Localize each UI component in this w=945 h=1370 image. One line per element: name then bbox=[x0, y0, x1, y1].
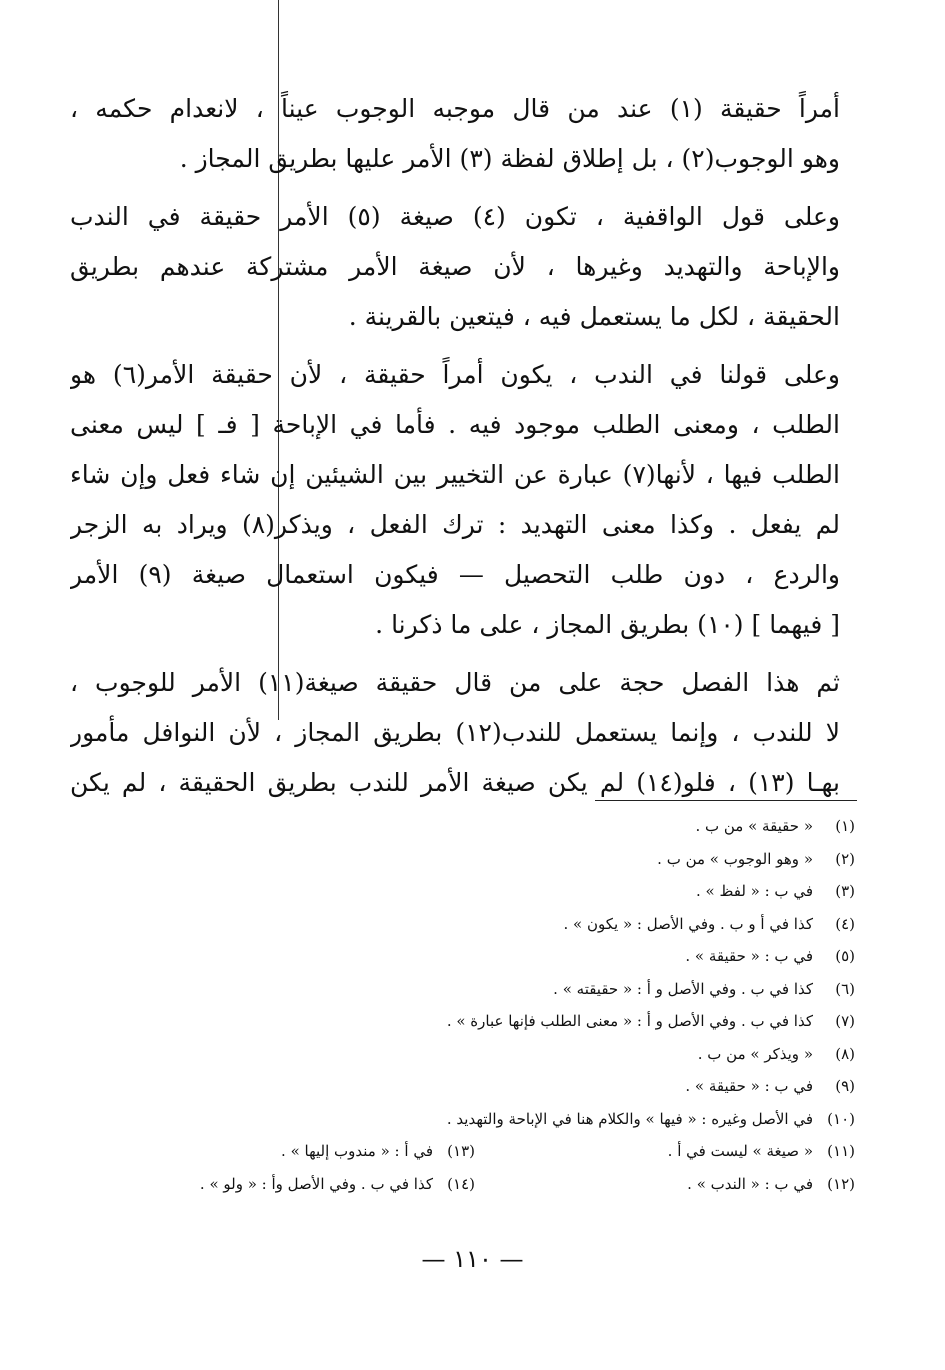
footnote-number: (١٢) bbox=[827, 1174, 855, 1193]
footnote-pair-row bbox=[80, 1168, 855, 1201]
footnote-text: « وهو الوجوب » من ب . bbox=[657, 849, 813, 868]
footnote-10 bbox=[80, 1103, 855, 1136]
footnote-number: (١٤) bbox=[447, 1174, 475, 1193]
footnote-number: (٦) bbox=[835, 979, 855, 998]
footnote-12 bbox=[495, 1168, 855, 1201]
text-line: ثم هذا الفصل حجة على من قال حقيقة صيغة(١١) الأمر للوجوب ، bbox=[70, 668, 840, 697]
footnote-3 bbox=[80, 875, 855, 908]
footnote-text: في ب : « حقيقة » . bbox=[685, 947, 813, 965]
footnote-text: كذا في ب . وفي الأصل و أ : « معنى الطلب فإنها عبارة » . bbox=[446, 1012, 813, 1030]
text-line: أمراً حقيقة (١) عند من قال موجبه الوجوب عيناً ، لانعدام حكمه ، bbox=[70, 94, 840, 123]
footnote-8 bbox=[80, 1038, 855, 1071]
footnote-9 bbox=[80, 1070, 855, 1103]
footnote-number: (٣) bbox=[835, 882, 855, 900]
footnote-text: في ب : « لفظ » . bbox=[696, 882, 813, 900]
footnote-text: « ويذكر » من ب . bbox=[697, 1044, 813, 1063]
footnote-text: في ب : « حقيقة » . bbox=[685, 1077, 813, 1095]
footnote-5 bbox=[80, 940, 855, 973]
footnote-number: (٤) bbox=[835, 914, 855, 933]
footnote-13 bbox=[281, 1135, 475, 1168]
footnote-7 bbox=[80, 1005, 855, 1038]
footnote-text: كذا في ب . وفي الأصل وأ : « ولو » . bbox=[199, 1174, 433, 1193]
footnote-number: (٩) bbox=[835, 1077, 855, 1095]
footnote-number: (٥) bbox=[835, 947, 855, 965]
text-line: وهو الوجوب(٢) ، بل إطلاق لفظة (٣) الأمر عليها بطريق المجاز . bbox=[179, 144, 840, 173]
footnote-number: (٨) bbox=[835, 1044, 855, 1063]
footnote-number: (١٣) bbox=[447, 1142, 475, 1160]
footnote-text: في أ : « مندوب إليها » . bbox=[281, 1142, 433, 1160]
paragraph-3 bbox=[70, 350, 840, 650]
text-line: لا للندب ، وإنما يستعمل للندب(١٢) بطريق المجاز ، لأن النوافل مأمور bbox=[70, 718, 840, 747]
footnote-number: (١) bbox=[835, 817, 855, 835]
text-line: الطلب فيها ، لأنها(٧) عبارة عن التخيير بين الشيئين إن شاء فعل وإن شاء bbox=[70, 460, 840, 489]
footnote-text: كذا في ب . وفي الأصل و أ : « حقيقته » . bbox=[553, 979, 813, 998]
text-line: وعلى قولنا في الندب ، يكون أمراً حقيقة ، لأن حقيقة الأمر(٦) هو bbox=[70, 360, 840, 389]
footnote-number: (١٠) bbox=[827, 1109, 855, 1128]
footnote-pair-row bbox=[80, 1135, 855, 1168]
footnote-text: في الأصل وغيره : « فيها » والكلام هنا في الإباحة والتهديد . bbox=[446, 1109, 813, 1128]
footnote-number: (١١) bbox=[827, 1142, 855, 1160]
footnote-text: كذا في أ و ب . وفي الأصل : « يكون » . bbox=[563, 914, 813, 933]
text-line: والإباحة والتهديد وغيرها ، لأن صيغة الأمر مشتركة عندهم بطريق bbox=[70, 252, 840, 281]
paragraph-4 bbox=[70, 658, 840, 808]
text-line: [ فيهما ] (١٠) بطريق المجاز ، على ما ذكرنا . bbox=[375, 610, 840, 639]
footnote-14 bbox=[200, 1168, 475, 1201]
text-line: وعلى قول الواقفية ، تكون (٤) صيغة (٥) الأمر حقيقة في الندب bbox=[70, 202, 840, 231]
paragraph-1 bbox=[70, 84, 840, 184]
footnote-1 bbox=[80, 810, 855, 843]
footnote-number: (٢) bbox=[835, 849, 855, 868]
footnotes bbox=[80, 810, 855, 1200]
footnote-11 bbox=[495, 1135, 855, 1168]
footnote-6 bbox=[80, 973, 855, 1006]
footnote-separator bbox=[595, 800, 857, 801]
footnote-4 bbox=[80, 908, 855, 941]
page-number: — ١١٠ — bbox=[421, 1245, 524, 1273]
text-line: لم يفعل . وكذا معنى التهديد : ترك الفعل ، ويذكر(٨) ويراد به الزجر bbox=[70, 510, 840, 539]
footnote-text: « صيغة » ليست في أ . bbox=[667, 1142, 813, 1160]
footnote-text: « حقيقة » من ب . bbox=[695, 817, 813, 835]
paragraph-2 bbox=[70, 192, 840, 342]
text-line: بهـا (١٣) ، فلو(١٤) لم يكن صيغة الأمر للندب بطريق الحقيقة ، لم يكن bbox=[70, 768, 840, 797]
text-line: الحقيقة ، لكل ما يستعمل فيه ، فيتعين بالقرينة . bbox=[348, 302, 840, 331]
text-line: والردع ، دون طلب التحصيل — فيكون استعمال صيغة (٩) الأمر bbox=[70, 560, 840, 589]
footnote-2 bbox=[80, 843, 855, 876]
main-text bbox=[70, 84, 840, 816]
text-line: الطلب ، ومعنى الطلب موجود فيه . فأما في الإباحة [ فـ ] ليس معنى bbox=[70, 410, 840, 439]
footnote-number: (٧) bbox=[835, 1012, 855, 1030]
footnote-text: في ب : « الندب » . bbox=[687, 1174, 813, 1193]
